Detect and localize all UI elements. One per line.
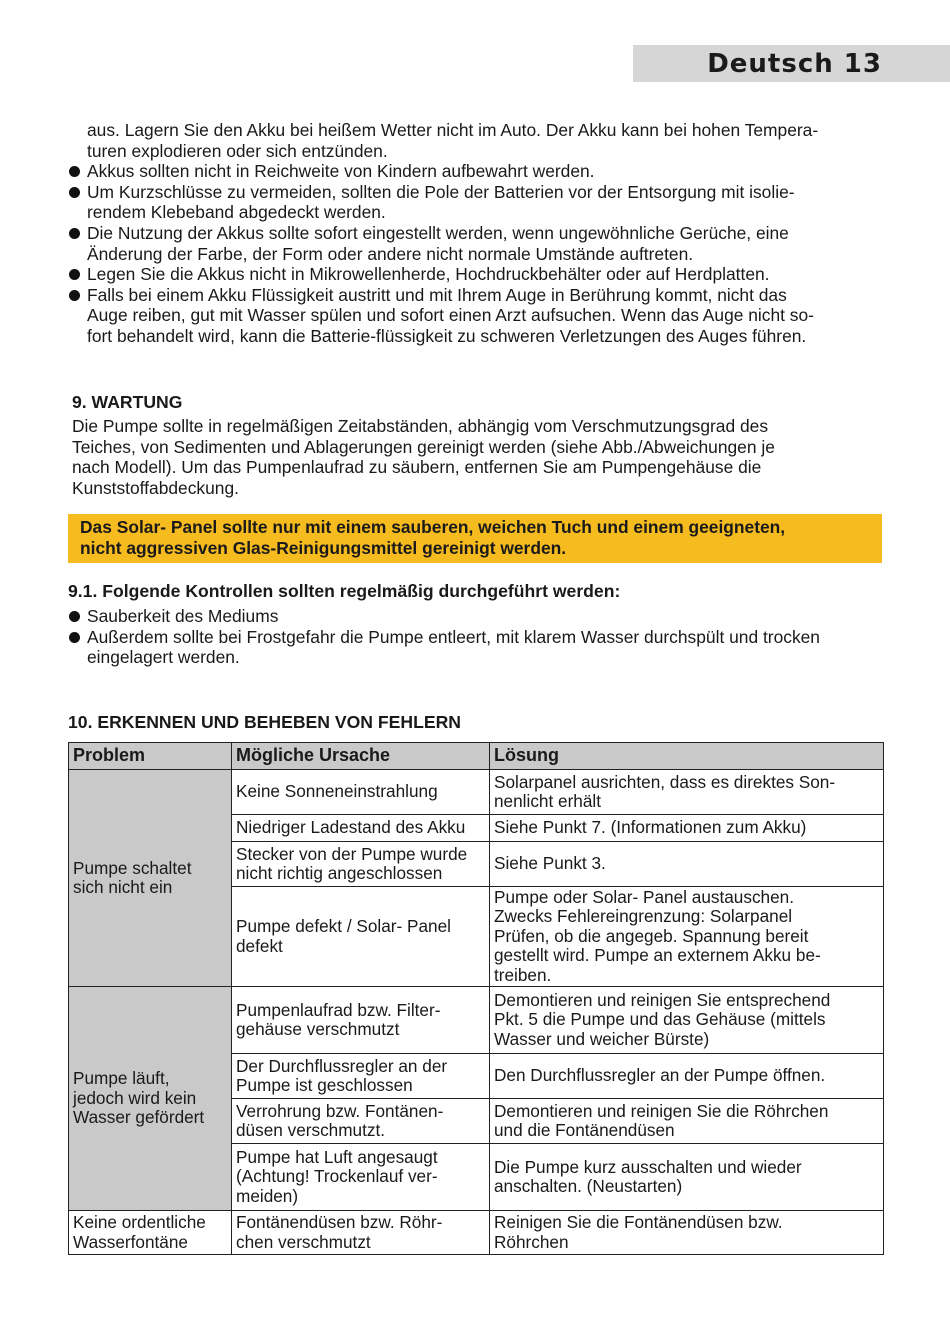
- text-line: Auge reiben, gut mit Wasser spülen und sofort einen Arzt aufsuchen. Wenn das Auge nicht so-: [87, 305, 814, 326]
- text-line: nicht aggressiven Glas-Reinigungsmittel gereinigt werden.: [80, 538, 567, 558]
- bullet-item: [68, 627, 883, 668]
- text-line: turen explodieren oder sich entzünden.: [87, 140, 388, 161]
- bullet-item: [68, 285, 883, 347]
- text-line: Sauberkeit des Mediums: [87, 606, 279, 626]
- text-line: Pkt. 5 die Pumpe und das Gehäuse (mittels: [494, 1009, 826, 1030]
- text-line: Teiches, von Sedimenten und Ablagerungen gereinigt werden (siehe Abb./Abweichungen je: [72, 436, 775, 457]
- text-line: Änderung der Farbe, der Form oder andere nicht normale Umstände auftreten.: [87, 243, 694, 264]
- text-line: Kunststoffabdeckung.: [72, 477, 239, 498]
- kontrollen-list: [68, 606, 883, 668]
- text-line: nenlicht erhält: [494, 791, 602, 811]
- text-line: aus. Lagern Sie den Akku bei heißem Wetter nicht im Auto. Der Akku kann bei hohen Tempera-: [87, 120, 819, 140]
- text-line: Stecker von der Pumpe wurde: [236, 843, 468, 864]
- solution-cell: [490, 1211, 884, 1255]
- text-line: Wasser und weicher Bürste): [494, 1028, 710, 1049]
- table-row: [69, 770, 884, 815]
- problem-cell: [69, 770, 232, 987]
- cause-cell: [232, 1099, 490, 1144]
- cause-cell: [232, 887, 490, 987]
- table-row: [69, 987, 884, 1054]
- bullet-item: [68, 161, 883, 182]
- solution-cell: [490, 770, 884, 815]
- text-line: Keine ordentliche: [73, 1212, 206, 1233]
- text-line: Siehe Punkt 3.: [494, 853, 606, 874]
- column-header: Mögliche Ursache: [232, 743, 490, 770]
- text-line: Keine Sonneneinstrahlung: [236, 781, 438, 802]
- note-text: [68, 514, 882, 562]
- text-line: Röhrchen: [494, 1231, 569, 1252]
- text-line: Akkus sollten nicht in Reichweite von Kindern aufbewahrt werden.: [87, 161, 595, 182]
- cause-cell: [232, 815, 490, 842]
- text-line: Die Pumpe kurz ausschalten und wieder: [494, 1156, 802, 1177]
- text-line: Pumpe oder Solar- Panel austauschen.: [494, 886, 795, 907]
- text-line: nach Modell). Um das Pumpenlaufrad zu säubern, entfernen Sie am Pumpengehäuse die: [72, 457, 762, 478]
- cause-cell: [232, 1144, 490, 1211]
- section-heading-wartung: 9. WARTUNG: [72, 392, 183, 412]
- text-line: gestellt wird. Pumpe an externem Akku be-: [494, 945, 821, 966]
- text-line: Zwecks Fehlereingrenzung: Solarpanel: [494, 906, 793, 927]
- text-line: Pumpe hat Luft angesaugt: [236, 1146, 438, 1167]
- solution-cell: [490, 887, 884, 987]
- bullet-item: [68, 182, 883, 223]
- text-line: Die Nutzung der Akkus sollte sofort eingestellt werden, wenn ungewöhnliche Gerüche, eine: [87, 222, 789, 243]
- text-line: Der Durchflussregler an der: [236, 1055, 448, 1076]
- bullet-item: [68, 223, 883, 264]
- text-line: Fontänendüsen bzw. Röhr-: [236, 1212, 443, 1233]
- text-line: eingelagert werden.: [87, 647, 240, 668]
- solution-cell: [490, 1054, 884, 1099]
- text-line: defekt: [236, 935, 283, 956]
- text-line: treiben.: [494, 964, 552, 985]
- solution-cell: [490, 1099, 884, 1144]
- text-line: Pumpe schaltet: [73, 857, 192, 878]
- text-line: Solarpanel ausrichten, dass es direktes Son-: [494, 771, 836, 792]
- text-line: Prüfen, ob die angegeb. Spannung bereit: [494, 925, 809, 946]
- text-line: fort behandelt wird, kann die Batterie-flüssigkeit zu schweren Verletzungen des Auges führen.: [87, 325, 807, 346]
- text-line: gehäuse verschmutzt: [236, 1019, 400, 1039]
- text-line: Wasser gefördert: [73, 1107, 205, 1128]
- section-heading-fehler: 10. ERKENNEN UND BEHEBEN VON FEHLERN: [68, 712, 461, 732]
- continued-text: [68, 120, 883, 161]
- cause-cell: [232, 1211, 490, 1255]
- column-header: Lösung: [490, 743, 884, 770]
- section-heading-kontrollen: 9.1. Folgende Kontrollen sollten regelmäßig durchgeführt werden:: [68, 581, 621, 601]
- text-line: meiden): [236, 1185, 299, 1206]
- cause-cell: [232, 770, 490, 815]
- text-line: jedoch wird kein: [73, 1087, 197, 1108]
- text-line: Pumpenlaufrad bzw. Filter-: [236, 999, 441, 1020]
- bullet-item: [68, 606, 883, 627]
- text-line: (Achtung! Trockenlauf ver-: [236, 1166, 438, 1187]
- column-header: Problem: [69, 743, 232, 770]
- text-line: Pumpe defekt / Solar- Panel: [236, 916, 451, 937]
- wartung-paragraph: [72, 416, 882, 498]
- text-line: Um Kurzschlüsse zu vermeiden, sollten die Pole der Batterien vor der Entsorgung mit isolie-: [87, 181, 795, 202]
- problem-cell: [69, 1211, 232, 1255]
- solution-cell: [490, 842, 884, 887]
- text-line: chen verschmutzt: [236, 1231, 371, 1252]
- text-line: sich nicht ein: [73, 877, 173, 897]
- text-line: düsen verschmutzt.: [236, 1120, 386, 1140]
- text-line: Pumpe ist geschlossen: [236, 1075, 413, 1095]
- problem-cell: [69, 987, 232, 1211]
- battery-safety-list: [68, 120, 883, 347]
- solution-cell: [490, 815, 884, 842]
- troubleshooting-table: [68, 742, 884, 1255]
- table-row: [69, 1211, 884, 1255]
- solution-cell: [490, 1144, 884, 1211]
- text-line: Demontieren und reinigen Sie entsprechend: [494, 989, 831, 1010]
- solution-cell: [490, 987, 884, 1054]
- text-line: Die Pumpe sollte in regelmäßigen Zeitabständen, abhängig vom Verschmutzungsgrad des: [72, 416, 769, 436]
- text-line: rendem Klebeband abgedeckt werden.: [87, 202, 386, 223]
- text-line: Legen Sie die Akkus nicht in Mikrowellenherde, Hochdruckbehälter oder auf Herdplatten.: [87, 264, 770, 285]
- text-line: Niedriger Ladestand des Akku: [236, 817, 466, 838]
- text-line: Das Solar- Panel sollte nur mit einem sauberen, weichen Tuch und einem geeigneten,: [80, 517, 786, 537]
- text-line: und die Fontänendüsen: [494, 1120, 675, 1140]
- text-line: Außerdem sollte bei Frostgefahr die Pumpe entleert, mit klarem Wasser durchspült und trocken: [87, 626, 820, 647]
- text-line: anschalten. (Neustarten): [494, 1176, 683, 1196]
- cause-cell: [232, 842, 490, 887]
- solar-panel-cleaning-note: [68, 514, 882, 563]
- text-line: Reinigen Sie die Fontänendüsen bzw.: [494, 1212, 783, 1233]
- text-line: Den Durchflussregler an der Pumpe öffnen.: [494, 1065, 826, 1086]
- bullet-item: [68, 264, 883, 285]
- text-line: Falls bei einem Akku Flüssigkeit austritt und mit Ihrem Auge in Berührung kommt, nicht das: [87, 284, 787, 305]
- text-line: nicht richtig angeschlossen: [236, 863, 443, 883]
- table-header-row: [69, 743, 884, 770]
- text-line: Wasserfontäne: [73, 1231, 188, 1252]
- cause-cell: [232, 1054, 490, 1099]
- text-line: Demontieren und reinigen Sie die Röhrchen: [494, 1100, 829, 1121]
- cause-cell: [232, 987, 490, 1054]
- text-line: Pumpe läuft,: [73, 1068, 170, 1089]
- page-header-label: Deutsch 13: [707, 49, 882, 79]
- text-line: Verrohrung bzw. Fontänen-: [236, 1100, 444, 1121]
- text-line: Siehe Punkt 7. (Informationen zum Akku): [494, 817, 807, 838]
